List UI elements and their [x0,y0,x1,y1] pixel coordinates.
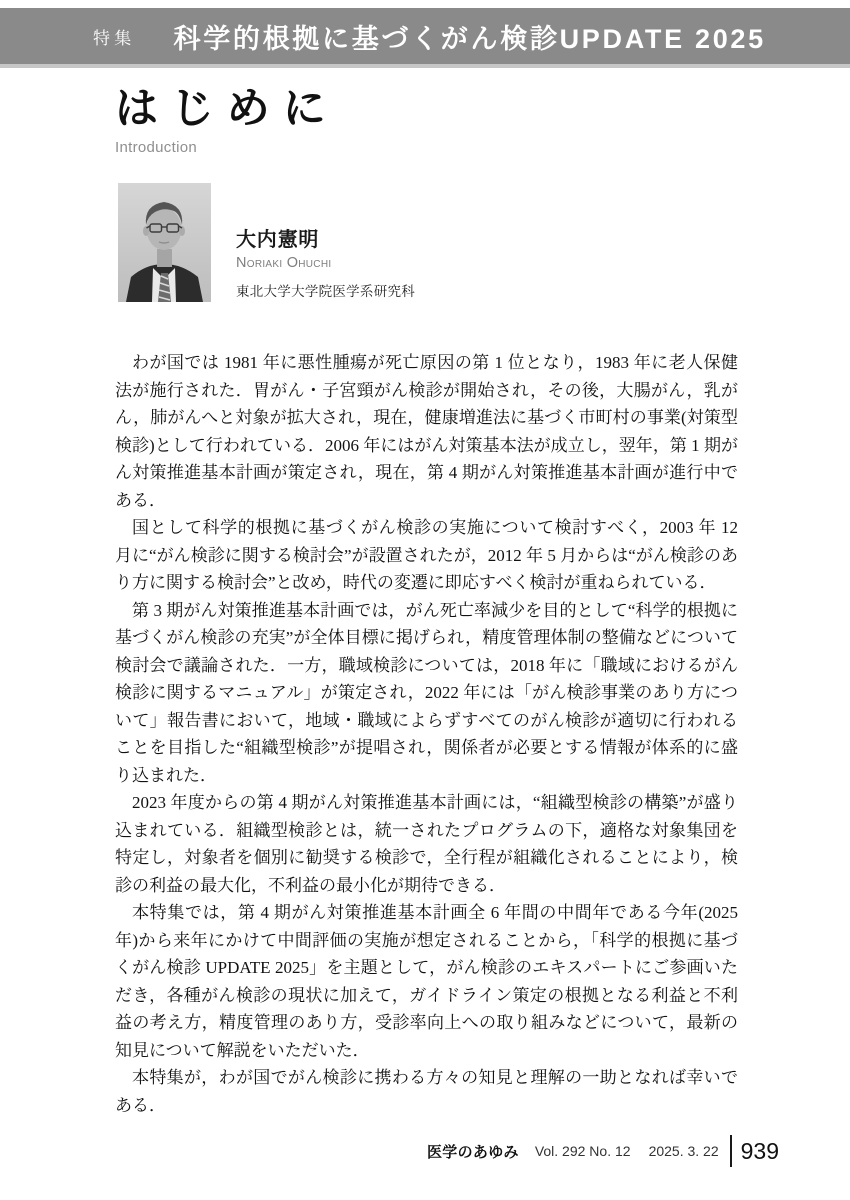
body-paragraph: 第 3 期がん対策推進基本計画では，がん死亡率減少を目的として“科学的根拠に基づくがん検診の充実”が全体目標に掲げられ，精度管理体制の整備などについて検討会で議論された．一方，職域検診については，2018 年に「職域におけるがん検診に関するマニュアル」が策定され，2022 年には「がん検診事業のあり方について」報告書において，地域・職域によらずすべてのがん検診が適切に行われることを目指した“組織型検診”が提唱され，関係者が必要とする情報が体系的に盛り込まれた． [115,600,738,785]
feature-tag-label: 特集 [93,28,136,48]
author-meta [236,223,415,302]
article-subtitle: Introduction [115,139,197,157]
page-number: 939 [740,1137,779,1164]
page-footer [427,1133,779,1169]
feature-title: 科学的根拠に基づくがん検診UPDATE 2025 [173,23,766,54]
body-paragraph: わが国では 1981 年に悪性腫瘍が死亡原因の第 1 位となり，1983 年に老人保健法が施行された．胃がん・子宮頸がん検診が開始され，その後，大腸がん，乳がん，肺がんへと対象が拡大され，現在，健康増進法に基づく市町村の事業(対策型検診)として行われている．2006 年にはがん対策基本法が成立し，翌年，第 1 期がん対策推進基本計画が策定され，現在，第 4 期がん対策推進基本計画が進行中である． [115,353,738,510]
journal-volume: Vol. 292 No. 12 [534,1143,631,1159]
journal-date: 2025. 3. 22 [648,1143,719,1159]
author-block [118,183,415,302]
article-body [115,349,738,1119]
body-paragraph: 国として科学的根拠に基づくがん検診の実施について検討すべく，2003 年 12 月に“がん検診に関する検討会”が設置されたが，2012 年 5 月からは“がん検診のあり方に関する検討会”と改め，時代の変遷に即応すべく検討が重ねられている． [115,518,738,592]
author-name-romanized: Noriaki Ohuchi [236,255,332,271]
article-heading [115,86,339,156]
author-affiliation: 東北大学大学院医学系研究科 [236,284,416,299]
author-photo [118,183,211,302]
feature-banner [0,8,850,68]
body-paragraph: 本特集では，第 4 期がん対策推進基本計画全 6 年間の中間年である今年(2025 年)から来年にかけて中間評価の実施が想定されることから，「科学的根拠に基づくがん検診 UPDATE 2025」を主題として，がん検診のエキスパートにご参画いただき，各種がん検診の現状に加えて，ガイドライン策定の根拠となる利益と不利益の考え方，精度管理のあり方，受診率向上への取り組みなどについて，最新の知見について解説をいただいた． [115,903,738,1060]
body-paragraph: 2023 年度からの第 4 期がん対策推進基本計画には，“組織型検診の構築”が盛り込まれている．組織型検診とは，統一されたプログラムの下，適格な対象集団を特定し，対象者を個別に勧奨する検診で，全行程が組織化されることにより，検診の利益の最大化，不利益の最小化が期待できる． [115,793,738,895]
footer-divider [730,1135,732,1167]
author-name: 大内憲明 [236,229,320,251]
body-paragraph: 本特集が，わが国でがん検診に携わる方々の知見と理解の一助となれば幸いである． [115,1068,738,1115]
journal-name: 医学のあゆみ [427,1143,519,1161]
article-title: はじめに [115,85,339,133]
